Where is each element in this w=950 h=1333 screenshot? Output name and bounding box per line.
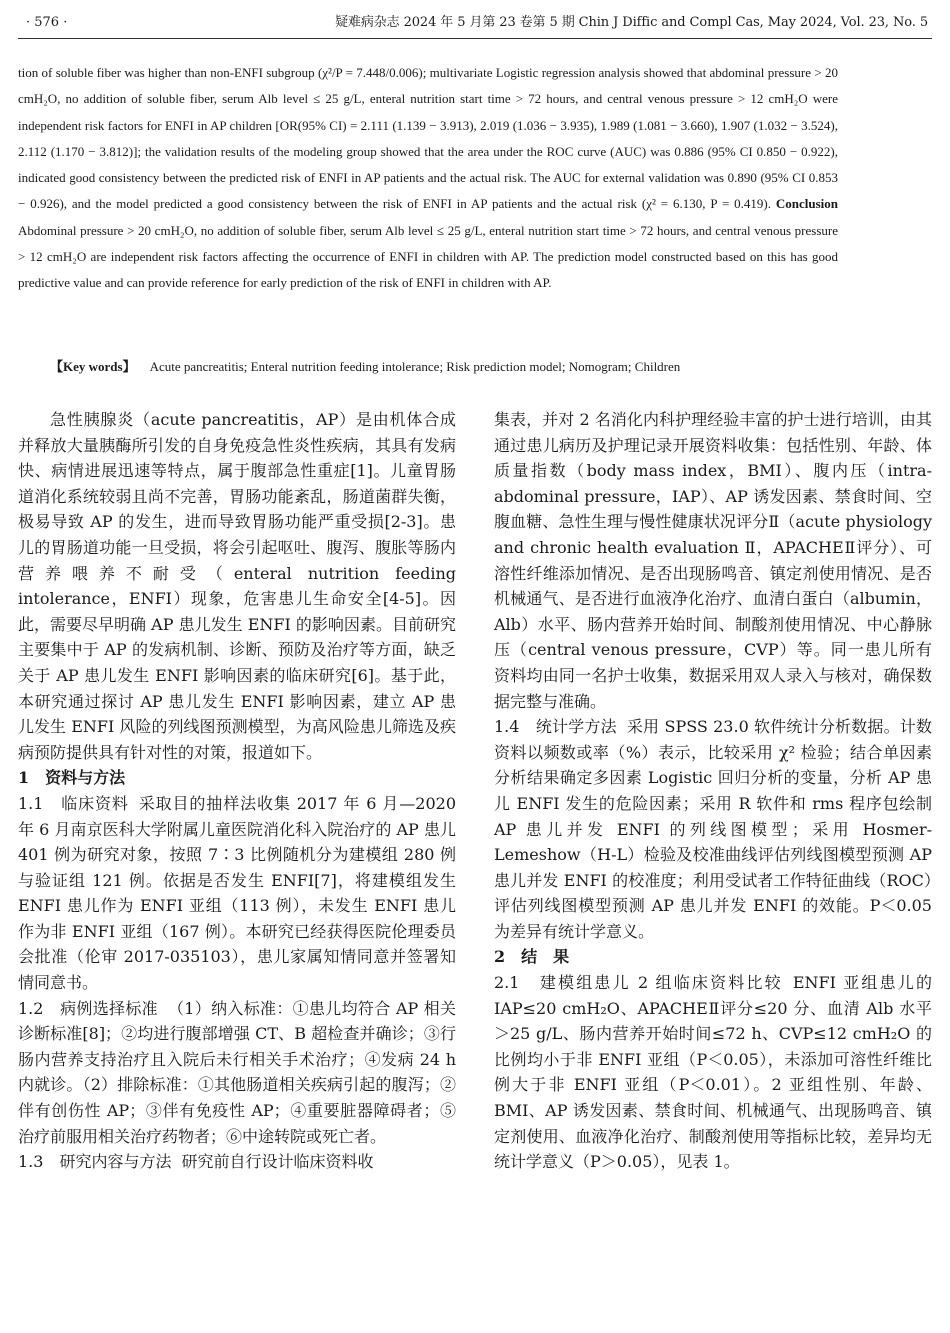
section-1-1 bbox=[18, 791, 456, 996]
section-1-3-text: 研究前自行设计临床资料收 bbox=[181, 1152, 374, 1172]
section-1-3-title: 1.3 研究内容与方法 bbox=[18, 1152, 172, 1172]
section-1-4-text: 采用 SPSS 23.0 软件统计分析数据。计数资料以频数或率（%）表示，比较采用 χ² 检验；结合单因素分析结果确定多因素 Logistic 回归分析的变量，分析 AP 患儿 ENFI 发生的危险因素；采用 R 软件和 rms 程序包绘制 AP 患儿并发 ENFI 的列线图模型；采用 Hosmer-Lemeshow（H-L）检验及校准曲线评估列线图模型预测 AP 患儿并发 ENFI 的校准度；利用受试者工作特征曲线（ROC）评估列线图模型预测 AP 患儿并发 ENFI 的效能。P＜0.05 为差异有统计学意义。 bbox=[494, 717, 932, 941]
section-1-2 bbox=[18, 996, 456, 1150]
conclusion-label: Conclusion bbox=[775, 196, 839, 212]
section-2-1-text: ENFI 亚组患儿的 IAP≤20 cmH₂O、APACHEⅡ评分≤20 分、血清 Alb 水平＞25 g/L、肠内营养开始时间≤72 h、CVP≤12 cmH₂O 的比例均小于非 ENFI 亚组（P＜0.05），未添加可溶性纤维比例大于非 ENFI 亚组（P＜0.01）。2 亚组性别、年龄、BMI、AP 诱发因素、禁食时间、机械通气、出现肠鸣音、镇定剂使用、血液净化治疗、制酸剂使用等指标比较，差异均无统计学意义（P＞0.05），见表 1。 bbox=[494, 973, 932, 1172]
section-1-1-text: 采取目的抽样法收集 2017 年 6 月—2020 年 6 月南京医科大学附属儿童医院消化科入院治疗的 AP 患儿 401 例为研究对象，按照 7∶3 比例随机分为建模组 280 例与验证组 121 例。依据是否发生 ENFI[7]，将建模组发生 ENFI 患儿作为 ENFI 亚组（113 例），未发生 ENFI 患儿作为非 ENFI 亚组（167 例）。本研究已经获得医院伦理委员会批准（伦审 2017-035103），患儿家属知情同意并签署知情同意书。 bbox=[18, 793, 456, 993]
section-1-4 bbox=[494, 714, 932, 944]
page-number: · 576 · bbox=[26, 15, 68, 30]
section-1-3 bbox=[18, 1149, 456, 1175]
abstract-paragraph bbox=[18, 60, 838, 297]
abstract-conclusion-text: Abdominal pressure > 20 cmH₂O, no addition of soluble fiber, serum Alb level ≤ 25 g/L, enteral nutrition start time > 72 hours, and central venous pressure > 12 cmH₂O are independent risk factors affecting the occurrence of ENFI in children with AP. The prediction model constructed based on this has good predictive value and can provide reference for early prediction of the risk of ENFI in children with AP. bbox=[18, 222, 838, 291]
section-2-1 bbox=[494, 970, 932, 1175]
section-1-2-title: 1.2 病例选择标准 bbox=[18, 998, 158, 1018]
intro-paragraph: 急性胰腺炎（acute pancreatitis，AP）是由机体合成并释放大量胰酶所引发的自身免疫急性炎性疾病，其具有发病快、病情进展迅速等特点，属于腹部急性重症[1]。儿童胃肠道消化系统较弱且尚不完善，胃肠功能紊乱，肠道菌群失衡，极易导致 AP 的发生，进而导致胃肠功能严重受损[2-3]。患儿的胃肠道功能一旦受损，将会引起呕吐、腹泻、腹胀等肠内营养喂养不耐受（enteral nutrition feeding intolerance，ENFI）现象，危害患儿生命安全[4-5]。因此，需要尽早明确 AP 患儿发生 ENFI 的影响因素。目前研究主要集中于 AP 的发病机制、诊断、预防及治疗等方面，缺乏关于 AP 患儿发生 ENFI 影响因素的临床研究[6]。基于此，本研究通过探讨 AP 患儿发生 ENFI 影响因素，建立 AP 患儿发生 ENFI 风险的列线图预测模型，为高风险患儿筛选及疾病预防提供具有针对性的对策，报道如下。 bbox=[18, 410, 456, 762]
keywords-line bbox=[50, 354, 870, 380]
keywords-text: Acute pancreatitis; Enteral nutrition feeding intolerance; Risk prediction model; Nomogram; Children bbox=[149, 359, 681, 374]
keywords-label: 【Key words】 bbox=[50, 359, 136, 374]
section-1-title: 1 资料与方法 bbox=[18, 768, 126, 788]
journal-citation: 疑难病杂志 2024 年 5 月第 23 卷第 5 期 Chin J Diffic and Compl Cas, May 2024, Vol. 23, No. 5 bbox=[335, 15, 928, 30]
section-2-1-title: 2.1 建模组患儿 2 组临床资料比较 bbox=[494, 973, 783, 993]
section-1-4-title: 1.4 统计学方法 bbox=[494, 717, 617, 737]
section-2-title: 2 结 果 bbox=[494, 947, 570, 967]
right-column bbox=[494, 407, 932, 1175]
running-header bbox=[18, 8, 932, 39]
left-column bbox=[18, 407, 456, 1175]
abstract-results-text: tion of soluble fiber was higher than non-ENFI subgroup (χ²/P = 7.448/0.006); multivariate Logistic regression analysis showed that abdominal pressure > 20 cmH₂O, no addition of soluble fiber, serum Alb level ≤ 25 g/L, enteral nutrition start time > 72 hours, and central venous pressure > 12 cmH₂O were independent risk factors for ENFI in AP children [OR(95% CI) = 2.111 (1.139 − 3.913), 2.019 (1.036 − 3.935), 1.989 (1.081 − 3.660), 1.907 (1.032 − 3.524), 2.112 (1.170 − 3.812)]; the validation results of the modeling group showed that the area under the ROC curve (AUC) was 0.886 (95% CI 0.850 − 0.922), indicated good consistency between the predicted risk of ENFI in AP patients and the actual risk. The AUC for external validation was 0.890 (95% CI 0.853 − 0.926), and the model predicted a good consistency between the risk of ENFI in AP patients and the actual risk (χ² = 6.130, P = 0.419). bbox=[18, 65, 838, 212]
section-1-2-text: （1）纳入标准：①患儿均符合 AP 相关诊断标准[8]；②均进行腹部增强 CT、B 超检查并确诊；③行肠内营养支持治疗且入院后未行相关手术治疗；④发病 24 h 内就诊。（2）排除标准：①其他肠道相关疾病引起的腹泻；②伴有创伤性 AP；③伴有免疫性 AP；④重要脏器障碍者；⑤治疗前服用相关治疗药物者；⑥中途转院或死亡者。 bbox=[18, 998, 456, 1146]
english-abstract bbox=[18, 60, 838, 297]
section-1-3-continued: 集表，并对 2 名消化内科护理经验丰富的护士进行培训，由其通过患儿病历及护理记录开展资料收集：包括性别、年龄、体质量指数（body mass index，BMI）、腹内压（intra-abdominal pressure，IAP）、AP 诱发因素、禁食时间、空腹血糖、急性生理与慢性健康状况评分Ⅱ（acute physiology and chronic health evaluation Ⅱ，APACHEⅡ评分）、可溶性纤维添加情况、是否出现肠鸣音、镇定剂使用情况、是否机械通气、是否进行血液净化治疗、血清白蛋白（albumin，Alb）水平、肠内营养开始时间、制酸剂使用情况、中心静脉压（central venous pressure，CVP）等。同一患儿所有资料均由同一名护士收集，数据采用双人录入与核对，确保数据完整与准确。 bbox=[494, 410, 932, 711]
section-1-1-title: 1.1 临床资料 bbox=[18, 793, 129, 813]
